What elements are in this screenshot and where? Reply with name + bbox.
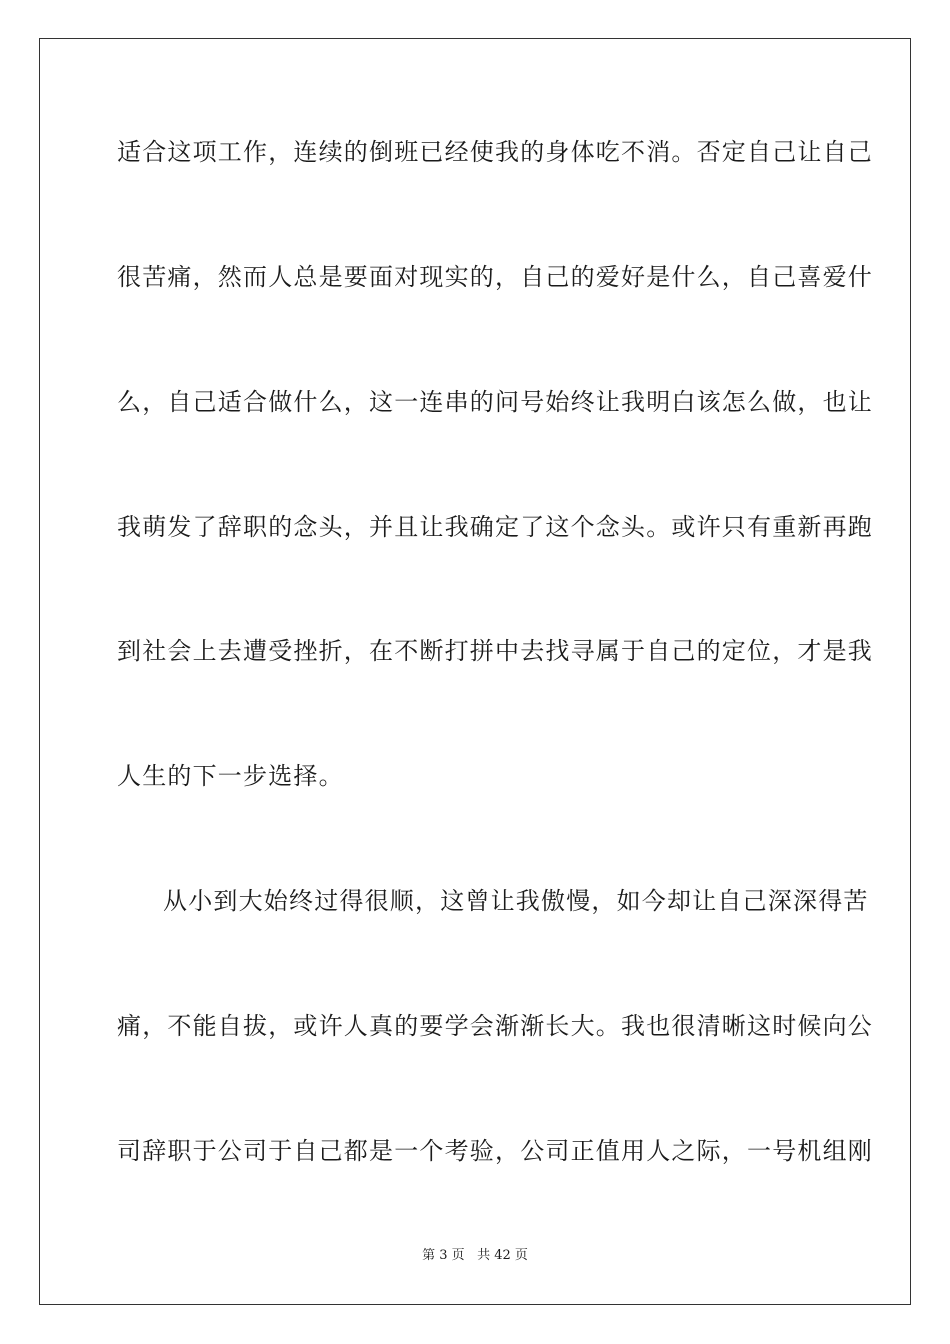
body-text-line-3: 么，自己适合做什么，这一连串的问号始终让我明白该怎么做，也让 (117, 388, 873, 416)
body-text-line-8: 痛，不能自拔，或许人真的要学会渐渐长大。我也很清晰这时候向公 (117, 1012, 873, 1040)
body-text-line-7: 从小到大始终过得很顺，这曾让我傲慢，如今却让自己深深得苦 (163, 887, 869, 915)
body-text-line-6: 人生的下一步选择。 (117, 762, 344, 790)
page-footer (0, 1247, 950, 1265)
body-text-line-4: 我萌发了辞职的念头，并且让我确定了这个念头。或许只有重新再跑 (117, 513, 873, 541)
total-pages: 共 42 页 (477, 1248, 528, 1263)
body-text-line-9: 司辞职于公司于自己都是一个考验，公司正值用人之际，一号机组刚 (117, 1137, 873, 1165)
page-border (39, 38, 911, 1305)
body-text-line-1: 适合这项工作，连续的倒班已经使我的身体吃不消。否定自己让自己 (117, 138, 873, 166)
body-text-line-2: 很苦痛，然而人总是要面对现实的，自己的爱好是什么，自己喜爱什 (117, 263, 873, 291)
body-text-line-5: 到社会上去遭受挫折，在不断打拼中去找寻属于自己的定位，才是我 (117, 637, 873, 665)
page-number: 第 3 页 (422, 1248, 465, 1263)
